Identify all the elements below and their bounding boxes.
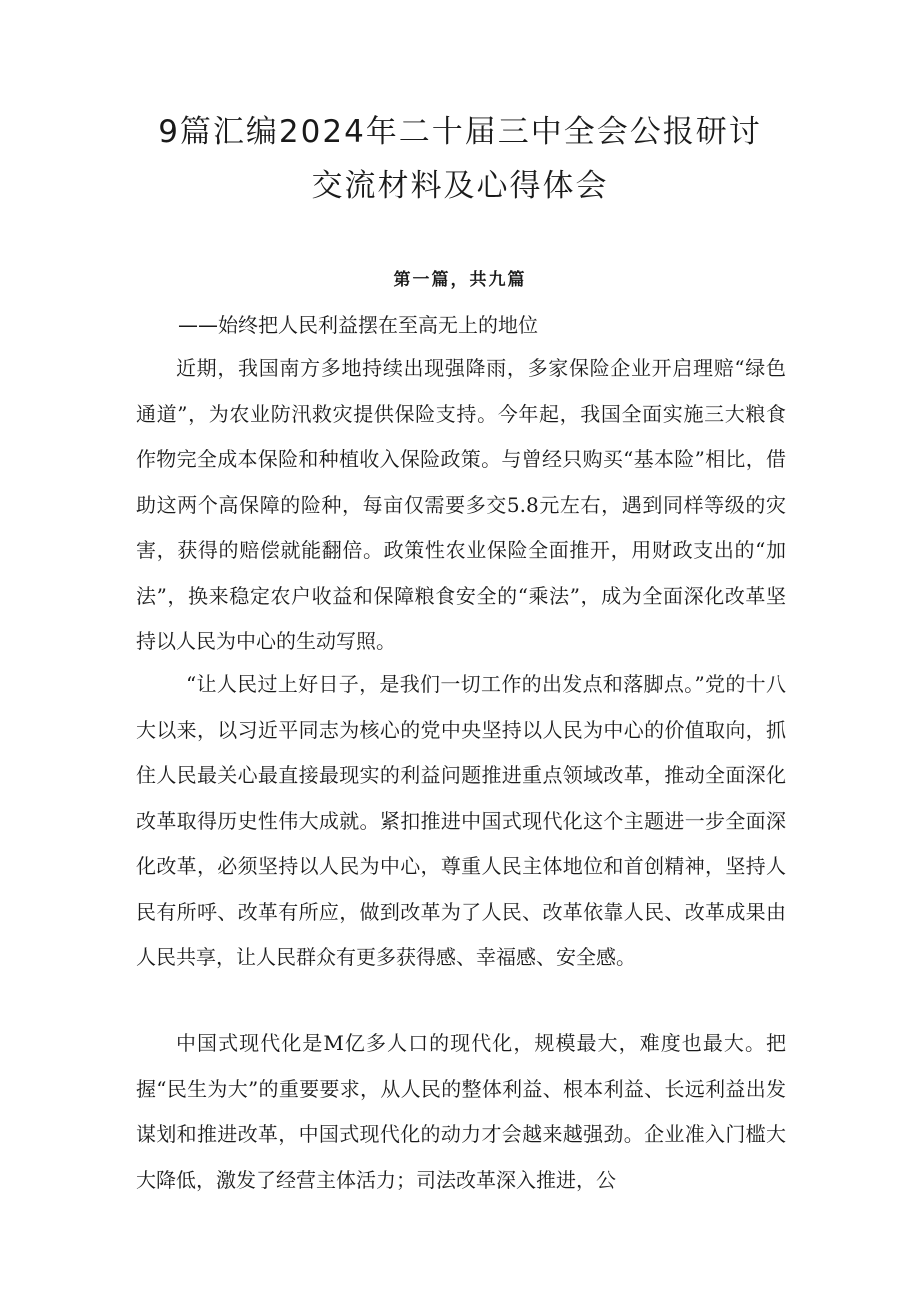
body-paragraph-1: 近期，我国南方多地持续出现强降雨，多家保险企业开启理赔“绿色通道”，为农业防汛救灾提供保险支持。今年起，我国全面实施三大粮食作物完全成本保险和种植收入保险政策。与曾经只购买“基本险”相比，借助这两个高保障的险种，每亩仅需要多交5.8元左右，遇到同样等级的灾害，获得的赔偿就能翻倍。政策性农业保险全面推开，用财政支出的“加法”，换来稳定农户收益和保障粮食安全的“乘法”，成为全面深化改革坚持以人民为中心的生动写照。 — [136, 356, 786, 653]
body-paragraph-2: “让人民过上好日子，是我们一切工作的出发点和落脚点。”党的十八大以来，以习近平同志为核心的党中央坚持以人民为中心的价值取向，抓住人民最关心最直接最现实的利益问题推进重点领域改革，推动全面深化改革取得历史性伟大成就。紧扣推进中国式现代化这个主题进一步全面深化改革，必须坚持以人民为中心，尊重人民主体地位和首创精神，坚持人民有所呼、改革有所应，做到改革为了人民、改革依靠人民、改革成果由人民共享，让人民群众有更多获得感、幸福感、安全感。 — [136, 672, 786, 969]
document-title-line-1: 9篇汇编2024年二十届三中全会公报研讨 — [158, 114, 762, 150]
section-heading: 第一篇，共九篇 — [393, 270, 527, 290]
document-title-line-2: 交流材料及心得体会 — [311, 168, 609, 204]
section-subheading: ——始终把人民利益摆在至高无上的地位 — [178, 313, 538, 337]
body-paragraph-3: 中国式现代化是M亿多人口的现代化，规模最大，难度也最大。把握“民生为大”的重要要求，从人民的整体利益、根本利益、长远利益出发谋划和推进改革，中国式现代化的动力才会越来越强劲。企业准入门槛大大降低，激发了经营主体活力；司法改革深入推进，公 — [136, 1031, 786, 1192]
